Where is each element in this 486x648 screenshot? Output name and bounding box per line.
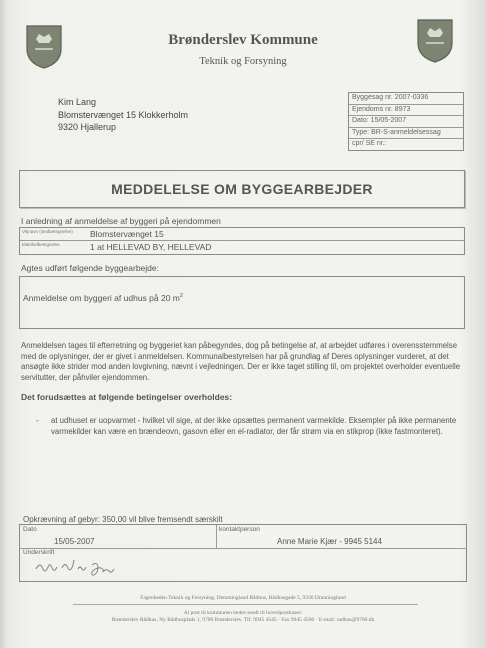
signature-label: Underskrift — [23, 549, 55, 556]
recipient-street: Blomstervænget 15 Klokkerholm — [58, 109, 189, 120]
cadastre-label: Matrikelbetegnelse — [22, 242, 60, 247]
footer-address: Fagenheden Teknik og Forsyning, Demmingland Rådhus, Rådhusgade 5, 9330 Dronninglund — [140, 595, 346, 601]
date-value: 15/05-2007 — [54, 537, 95, 546]
contact-label: kontaktperson — [219, 526, 260, 533]
work-description — [23, 293, 183, 303]
recipient-city: 9320 Hjallerup — [58, 122, 117, 132]
document-title: MEDDELELSE OM BYGGEARBEJDER — [111, 181, 373, 197]
intro-text: I anledning af anmeldelse af byggeri på ejendommen — [21, 216, 221, 226]
condition-item: at udhuset er uopvarmet - hvilket vil sige, at der ikke opsættes permanent varmekilde. Eksempler på ikke permanente varmekilder kan være en brændeovn, gasovn eller en el-radiator, der får strøm via en stikprop (ikke fastmonteret). — [51, 416, 457, 436]
property-number: Ejendoms nr. 8973 — [349, 105, 463, 117]
property-box — [19, 227, 465, 255]
road-row — [20, 228, 464, 240]
contact-value: Anne Marie Kjær - 9945 5144 — [277, 537, 382, 546]
cpr-number: cpr/ SE nr.: — [352, 140, 387, 148]
road-label: Vejnavn (stedbetegnelse) — [22, 229, 73, 234]
road-value: Blomstervænget 15 — [90, 229, 164, 239]
department-name: Teknik og Forsyning — [199, 56, 287, 67]
case-info-box — [348, 92, 464, 151]
footer-divider — [73, 604, 418, 605]
case-number: Byggesag nr. 2007-0336 — [349, 93, 463, 105]
cadastre-row — [20, 241, 464, 253]
work-label: Agtes udført følgende byggearbejde: — [21, 263, 159, 273]
bullet-mark: - — [36, 416, 39, 425]
signature-box — [19, 524, 467, 582]
title-box — [19, 170, 465, 208]
recipient-address — [58, 96, 188, 134]
approval-paragraph: Anmeldelsen tages til efterretning og byggeriet kan påbegyndes, dog på betingelse af, at arbejdet udføres i overensstemmelse med de oplysninger, der er givet i anmeldelsen. Kommunalbestyrelsen har på grundlag af Deres oplysninger vurderet, at det ansøgte ikke strider mod anden lovgivning, nævnt i vejledningen. Der er ikke taget stilling til, om projektet overholder eventuelle servitutter, der påhviler ejendommen. — [21, 341, 461, 382]
case-date: Dato: 15/05-2007 — [349, 116, 463, 128]
handwritten-signature — [34, 559, 134, 577]
date-label: Dato — [23, 526, 37, 533]
footer-mail-note: Al post til kommunen bedes sendt til hovedpostkasse: — [183, 610, 303, 616]
work-superscript: 2 — [179, 293, 183, 300]
conditions-heading: Det forudsættes at følgende betingelser overholdes: — [21, 392, 233, 402]
case-type: Type: BR-S-anmeldelsessag — [349, 128, 463, 140]
cadastre-value: 1 at HELLEVAD BY, HELLEVAD — [90, 242, 212, 252]
fee-text: Opkrævning af gebyr: 350,00 vil blive fremsendt særskilt — [23, 515, 223, 524]
footer-contact: Brønderslev Rådhus, Ny Rådhusplads 1, 9700 Brønderslev. Tlf. 9945 4545 · Fax 9945 4500 · E-mail: radhus@9700.dk — [111, 617, 375, 623]
recipient-name: Kim Lang — [58, 97, 97, 107]
org-name: Brønderslev Kommune — [168, 32, 318, 48]
work-text: Anmeldelse om byggeri af udhus på 20 m — [23, 293, 180, 303]
